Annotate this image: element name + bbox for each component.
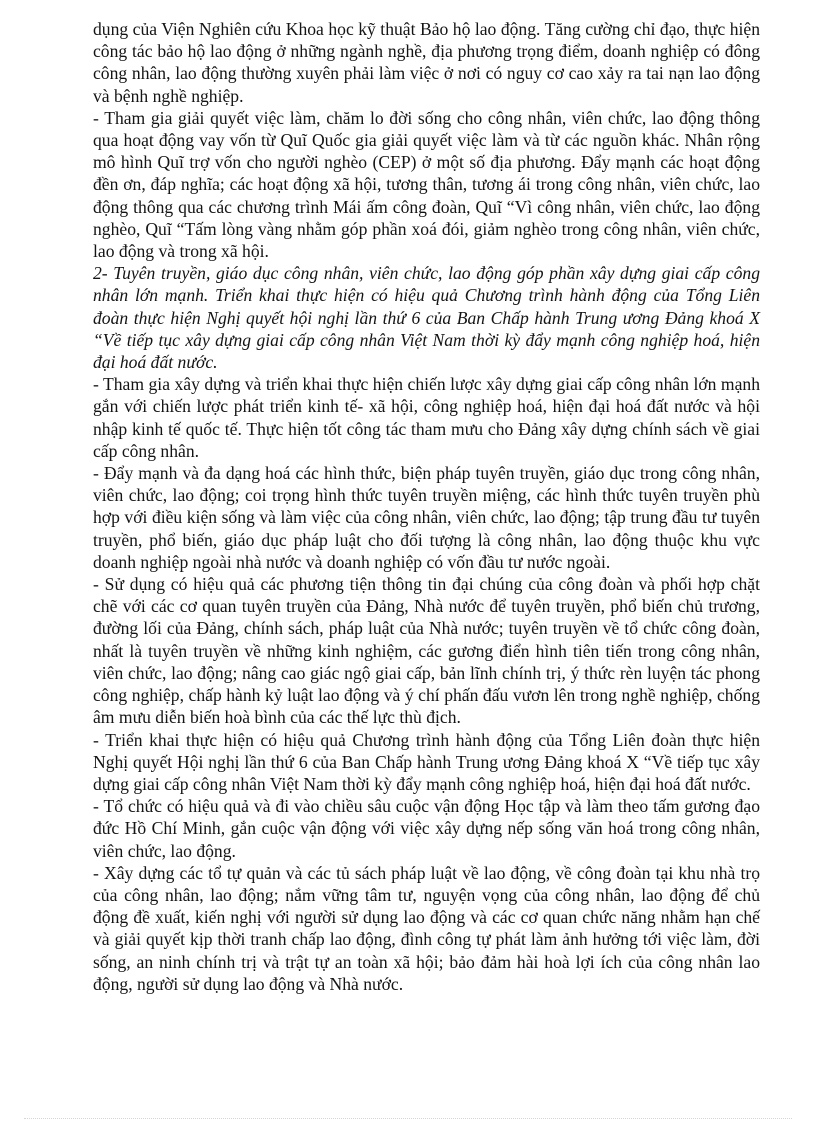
paragraph-self-management-groups: - Xây dựng các tổ tự quản và các tủ sách pháp luật về lao động, về công đoàn tại khu nhà trọ của công nhân, lao động; nắm vững tâm tư, nguyện vọng của công nhân, lao động để chủ động đề xuất, kiến nghị với người sử dụng lao động và các cơ quan chức năng nhằm hạn chế và giải quyết kịp thời tranh chấp lao động, đình công tự phát làm ảnh hưởng tới việc làm, đời sống, an ninh chính trị và trật tự an toàn xã hội; bảo đảm hài hoà lợi ích của công nhân lao động, người sử dụng lao động và Nhà nước. [93, 862, 760, 994]
paragraph-ho-chi-minh-campaign: - Tổ chức có hiệu quả và đi vào chiều sâu cuộc vận động Học tập và làm theo tấm gương đạo đức Hồ Chí Minh, gắn cuộc vận động với việc xây dựng nếp sống văn hoá trong công nhân, viên chức, lao động. [93, 796, 760, 861]
paragraph-mass-media: - Sử dụng có hiệu quả các phương tiện thông tin đại chúng của công đoàn và phối hợp chặt chẽ với các cơ quan tuyên truyền của Đảng, Nhà nước để tuyên truyền, phổ biến chủ trương, đường lối của Đảng, chính sách, pháp luật của Nhà nước; tuyên truyền về tổ chức công đoàn, nhất là tuyên truyền về những kinh nghiệm, các gương điển hình tiên tiến trong công nhân, viên chức, lao động; nâng cao giác ngộ giai cấp, bản lĩnh chính trị, ý thức rèn luyện tác phong công nghiệp, chấp hành kỷ luật lao động và ý chí phấn đấu vươn lên trong nghề nghiệp, chống âm mưu diễn biến hoà bình của các thế lực thù địch. [93, 574, 760, 728]
paragraph-diversify-propaganda: - Đẩy mạnh và đa dạng hoá các hình thức, biện pháp tuyên truyền, giáo dục trong công nhân, viên chức, lao động; coi trọng hình thức tuyên truyền miệng, các hình thức tuyên truyền phù hợp với điều kiện sống và làm việc của công nhân, viên chức, lao động; tập trung đầu tư tuyên truyền, phổ biến, giáo dục pháp luật cho đối tượng là công nhân, lao động thuộc khu vực doanh nghiệp ngoài nhà nước và doanh nghiệp có vốn đầu tư nước ngoài. [93, 463, 760, 572]
section-heading-propaganda-education: 2- Tuyên truyền, giáo dục công nhân, viên chức, lao động góp phần xây dựng giai cấp công nhân lớn mạnh. Triển khai thực hiện có hiệu quả Chương trình hành động của Tổng Liên đoàn thực hiện Nghị quyết hội nghị lần thứ 6 của Ban Chấp hành Trung ương Đảng khoá X “Về tiếp tục xây dựng giai cấp công nhân Việt Nam thời kỳ đẩy mạnh công nghiệp hoá, hiện đại hoá đất nước. [93, 263, 760, 373]
paragraph-employment-welfare: - Tham gia giải quyết việc làm, chăm lo đời sống cho công nhân, viên chức, lao động thông qua hoạt động vay vốn từ Quĩ Quốc gia giải quyết việc làm và từ các nguồn khác. Nhân rộng mô hình Quĩ trợ vốn cho người nghèo (CEP) ở một số địa phương. Đẩy mạnh các hoạt động đền ơn, đáp nghĩa; các hoạt động xã hội, tương thân, tương ái trong công nhân, viên chức, lao động thông qua các chương trình Mái ấm công đoàn, Quĩ “Vì công nhân, viên chức, lao động nghèo, Quĩ “Tấm lòng vàng nhằm góp phần xoá đói, giảm nghèo trong công nhân, viên chức, lao động và trong xã hội. [93, 107, 760, 262]
paragraph-action-program: - Triển khai thực hiện có hiệu quả Chương trình hành động của Tổng Liên đoàn thực hiện Nghị quyết Hội nghị lần thứ 6 của Ban Chấp hành Trung ương Đảng khoá X “Về tiếp tục xây dựng giai cấp công nhân Việt Nam thời kỳ đẩy mạnh công nghiệp hoá, hiện đại hoá đất nước. [93, 729, 760, 794]
paragraph-strategy-participation: - Tham gia xây dựng và triển khai thực hiện chiến lược xây dựng giai cấp công nhân lớn mạnh gắn với chiến lược phát triển kinh tế- xã hội, công nghiệp hoá, hiện đại hoá đất nước và hội nhập kinh tế quốc tế. Thực hiện tốt công tác tham mưu cho Đảng xây dựng chính sách về giai cấp công nhân. [93, 374, 760, 461]
page-bottom-divider [24, 1118, 792, 1119]
paragraph-safety-research: dụng của Viện Nghiên cứu Khoa học kỹ thuật Bảo hộ lao động. Tăng cường chỉ đạo, thực hiện công tác bảo hộ lao động ở những ngành nghề, địa phương trọng điểm, doanh nghiệp có đông công nhân, lao động thường xuyên phải làm việc ở nơi có nguy cơ cao xảy ra tai nạn lao động và bệnh nghề nghiệp. [93, 19, 760, 106]
